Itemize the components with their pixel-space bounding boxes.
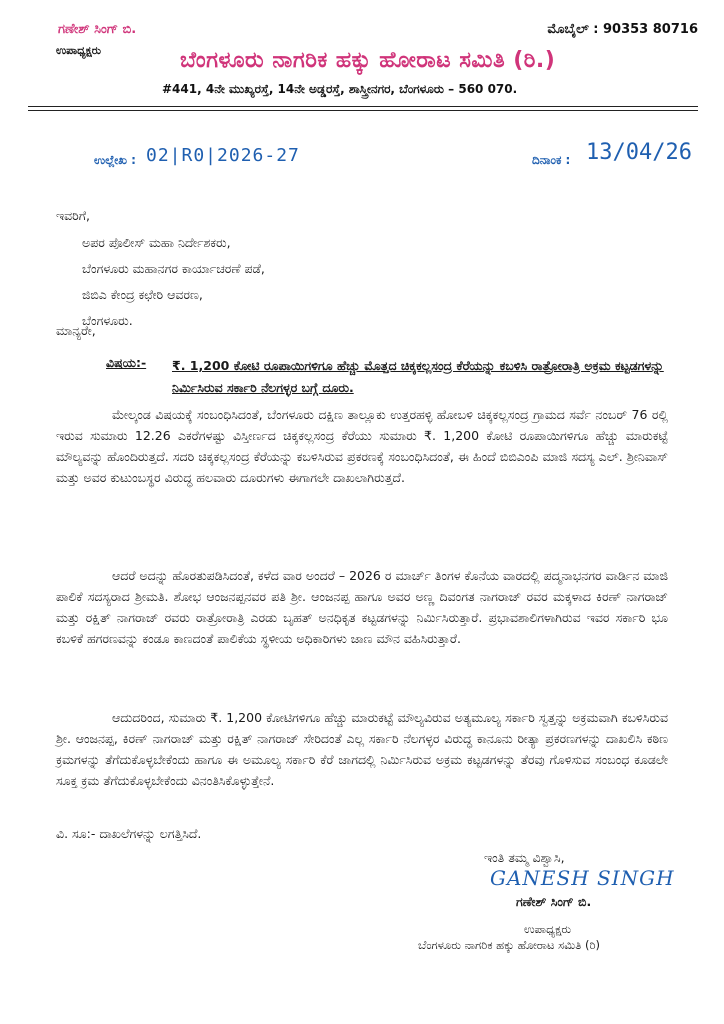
signatory-designation: ಉಪಾಧ್ಯಕ್ಷರು: [524, 922, 572, 936]
signatory-name: ಗಣೇಶ್ ಸಿಂಗ್ ಬಿ.: [516, 894, 592, 909]
enclosure-note: ವಿ. ಸೂ:- ದಾಖಲೆಗಳನ್ನು ಲಗತ್ತಿಸಿದೆ.: [56, 826, 202, 841]
letterhead-mobile: ಮೊಬೈಲ್ : 90353 80716: [547, 22, 698, 37]
letterhead-organization: ಬೆಂಗಳೂರು ನಾಗರಿಕ ಹಕ್ಕು ಹೋರಾಟ ಸಮಿತಿ (ರಿ.): [180, 48, 556, 73]
recipient-line: ಅಪರ ಪೊಲೀಸ್ ಮಹಾ ನಿರ್ದೇಶಕರು,: [82, 235, 231, 250]
body-paragraph: ಆದರೆ ಅದನ್ನು ಹೊರತುಪಡಿಸಿದಂತೆ, ಕಳೆದ ವಾರ ಅಂದರೆ – 2026 ರ ಮಾರ್ಚ್ ತಿಂಗಳ ಕೊನೆಯ ವಾರದಲ್ಲಿ ಪದ್ಮನಾಭನಗರ ವಾರ್ಡಿನ ಮಾಜಿ ಪಾಲಿಕೆ ಸದಸ್ಯರಾದ ಶ್ರೀಮತಿ. ಶೋಭ ಆಂಜನಪ್ಪನವರ ಪತಿ ಶ್ರೀ. ಆಂಜನಪ್ಪ ಹಾಗೂ ಅವರ ಅಣ್ಣ ದಿವಂಗತ ನಾಗರಾಜ್ ರವರ ಮಕ್ಕಳಾದ ಕಿರಣ್ ನಾಗರಾಜ್ ಮತ್ತು ರಕ್ಷಿತ್ ನಾಗರಾಜ್ ರವರು ರಾತ್ರೋರಾತ್ರಿ ಎರಡು ಬೃಹತ್ ಅನಧಿಕೃತ ಕಟ್ಟಡಗಳನ್ನು ನಿರ್ಮಿಸಿರುತ್ತಾರೆ. ಪ್ರಭಾವಶಾಲಿಗಳಾಗಿರುವ ಇವರ ಸರ್ಕಾರಿ ಭೂ ಕಬಳಿಕೆ ಹಗರಣವನ್ನು ಕಂಡೂ ಕಾಣದಂತೆ ಪಾಲಿಕೆಯ ಸ್ಥಳೀಯ ಅಧಿಕಾರಿಗಳು ಜಾಣ ಮೌನ ವಹಿಸಿರುತ್ತಾರೆ.: [56, 568, 668, 646]
header-divider-thin: [28, 110, 698, 111]
subject-text: ₹. 1,200 ಕೋಟಿ ರೂಪಾಯಿಗಳಿಗೂ ಹೆಚ್ಚು ಮೊತ್ತದ ಚಿಕ್ಕಕಲ್ಲಸಂದ್ರ ಕೆರೆಯನ್ನು ಕಬಳಿಸಿ ರಾತ್ರೋರಾತ್ರಿ ಅಕ್ರಮ ಕಟ್ಟಡಗಳನ್ನು ನಿರ್ಮಿಸಿರುವ ಸರ್ಕಾರಿ ನೆಲಗಳ್ಳರ ಬಗ್ಗೆ ದೂರು.: [172, 358, 664, 395]
date-value: 13/04/26: [586, 140, 692, 165]
body-paragraph: ಮೇಲ್ಕಂಡ ವಿಷಯಕ್ಕೆ ಸಂಬಂಧಿಸಿದಂತೆ, ಬೆಂಗಳೂರು ದಕ್ಷಿಣ ತಾಲ್ಲೂಕು ಉತ್ತರಹಳ್ಳಿ ಹೋಬಳಿ ಚಿಕ್ಕಕಲ್ಲಸಂದ್ರ ಗ್ರಾಮದ ಸರ್ವೆ ನಂಬರ್ 76 ರಲ್ಲಿ ಇರುವ ಸುಮಾರು 12.26 ಎಕರೆಗಳಷ್ಟು ವಿಸ್ತೀರ್ಣದ ಚಿಕ್ಕಕಲ್ಲಸಂದ್ರ ಕೆರೆಯು ಸುಮಾರು ₹. 1,200 ಕೋಟಿ ರೂಪಾಯಿಗಳಿಗೂ ಹೆಚ್ಚು ಮಾರುಕಟ್ಟೆ ಮೌಲ್ಯವನ್ನು ಹೊಂದಿರುತ್ತದೆ. ಸದರಿ ಚಿಕ್ಕಕಲ್ಲಸಂದ್ರ ಕೆರೆಯನ್ನು ಕಬಳಿಸಿರುವ ಪ್ರಕರಣಕ್ಕೆ ಸಂಬಂಧಿಸಿದಂತೆ, ಈ ಹಿಂದೆ ಬಿಬಿಎಂಪಿ ಮಾಜಿ ಸದಸ್ಯ ಎಲ್. ಶ್ರೀನಿವಾಸ್ ಮತ್ತು ಅವರ ಕುಟುಂಬಸ್ಥರ ವಿರುದ್ಧ ಹಲವಾರು ದೂರುಗಳು ಈಗಾಗಲೇ ದಾಖಲಾಗಿರುತ್ತದೆ.: [56, 407, 668, 485]
letterhead-name: ಗಣೇಶ್ ಸಿಂಗ್ ಬಿ.: [58, 22, 137, 37]
subject-label: ವಿಷಯ:-: [106, 355, 147, 370]
body-paragraph: ಆದುದರಿಂದ, ಸುಮಾರು ₹. 1,200 ಕೋಟಿಗಳಿಗೂ ಹೆಚ್ಚು ಮಾರುಕಟ್ಟೆ ಮೌಲ್ಯವಿರುವ ಅತ್ಯಮೂಲ್ಯ ಸರ್ಕಾರಿ ಸ್ವತ್ತನ್ನು ಅಕ್ರಮವಾಗಿ ಕಬಳಿಸಿರುವ ಶ್ರೀ. ಆಂಜನಪ್ಪ, ಕಿರಣ್ ನಾಗರಾಜ್ ಮತ್ತು ರಕ್ಷಿತ್ ನಾಗರಾಜ್ ಸೇರಿದಂತೆ ಎಲ್ಲ ಸರ್ಕಾರಿ ನೆಲಗಳ್ಳರ ವಿರುದ್ಧ ಕಾನೂನು ರೀತ್ಯಾ ಪ್ರಕರಣಗಳನ್ನು ದಾಖಲಿಸಿ ಕಠಿಣ ಕ್ರಮಗಳನ್ನು ತೆಗೆದುಕೊಳ್ಳಬೇಕೆಂದು ಹಾಗೂ ಈ ಅಮೂಲ್ಯ ಸರ್ಕಾರಿ ಕೆರೆ ಜಾಗದಲ್ಲಿ ನಿರ್ಮಿಸಿರುವ ಅಕ್ರಮ ಕಟ್ಟಡಗಳನ್ನು ತೆರವು ಗೊಳಿಸುವ ಸಂಬಂಧ ಕೂಡಲೇ ಸೂಕ್ತ ಕ್ರಮ ತೆಗೆದುಕೊಳ್ಳಬೇಕೆಂದು ವಿನಂತಿಸಿಕೊಳ್ಳುತ್ತೇನೆ.: [56, 710, 668, 788]
reference-label: ಉಲ್ಲೇಖ :: [94, 153, 136, 167]
recipient-line: ಬೆಂಗಳೂರು ಮಹಾನಗರ ಕಾರ್ಯಾಚರಣೆ ಪಡೆ,: [82, 261, 265, 276]
recipient-line: ಜಿಬಿಎ ಕೇಂದ್ರ ಕಛೇರಿ ಆವರಣ,: [82, 287, 203, 302]
header-divider: [28, 106, 698, 107]
signatory-organization: ಬೆಂಗಳೂರು ನಾಗರಿಕ ಹಕ್ಕು ಹೋರಾಟ ಸಮಿತಿ (ರಿ): [418, 938, 601, 952]
salutation: ಮಾನ್ಯರೇ,: [56, 323, 96, 338]
handwritten-signature: GANESH SINGH: [490, 866, 675, 890]
closing-regards: ಇಂತಿ ತಮ್ಮ ವಿಶ್ವಾಸಿ,: [484, 850, 565, 865]
letterhead-designation: ಉಪಾಧ್ಯಕ್ಷರು: [56, 44, 102, 57]
letterhead-address: #441, 4ನೇ ಮುಖ್ಯರಸ್ತೆ, 14ನೇ ಅಡ್ಡರಸ್ತೆ, ಶಾಸ್ತ್ರೀನಗರ, ಬೆಂಗಳೂರು – 560 070.: [162, 82, 518, 96]
recipient-line: ಬೆಂಗಳೂರು.: [82, 313, 133, 328]
reference-number: 02|R0|2026-27: [146, 145, 300, 166]
recipient-to: ಇವರಿಗೆ,: [56, 208, 90, 223]
date-label: ದಿನಾಂಕ :: [532, 153, 571, 167]
